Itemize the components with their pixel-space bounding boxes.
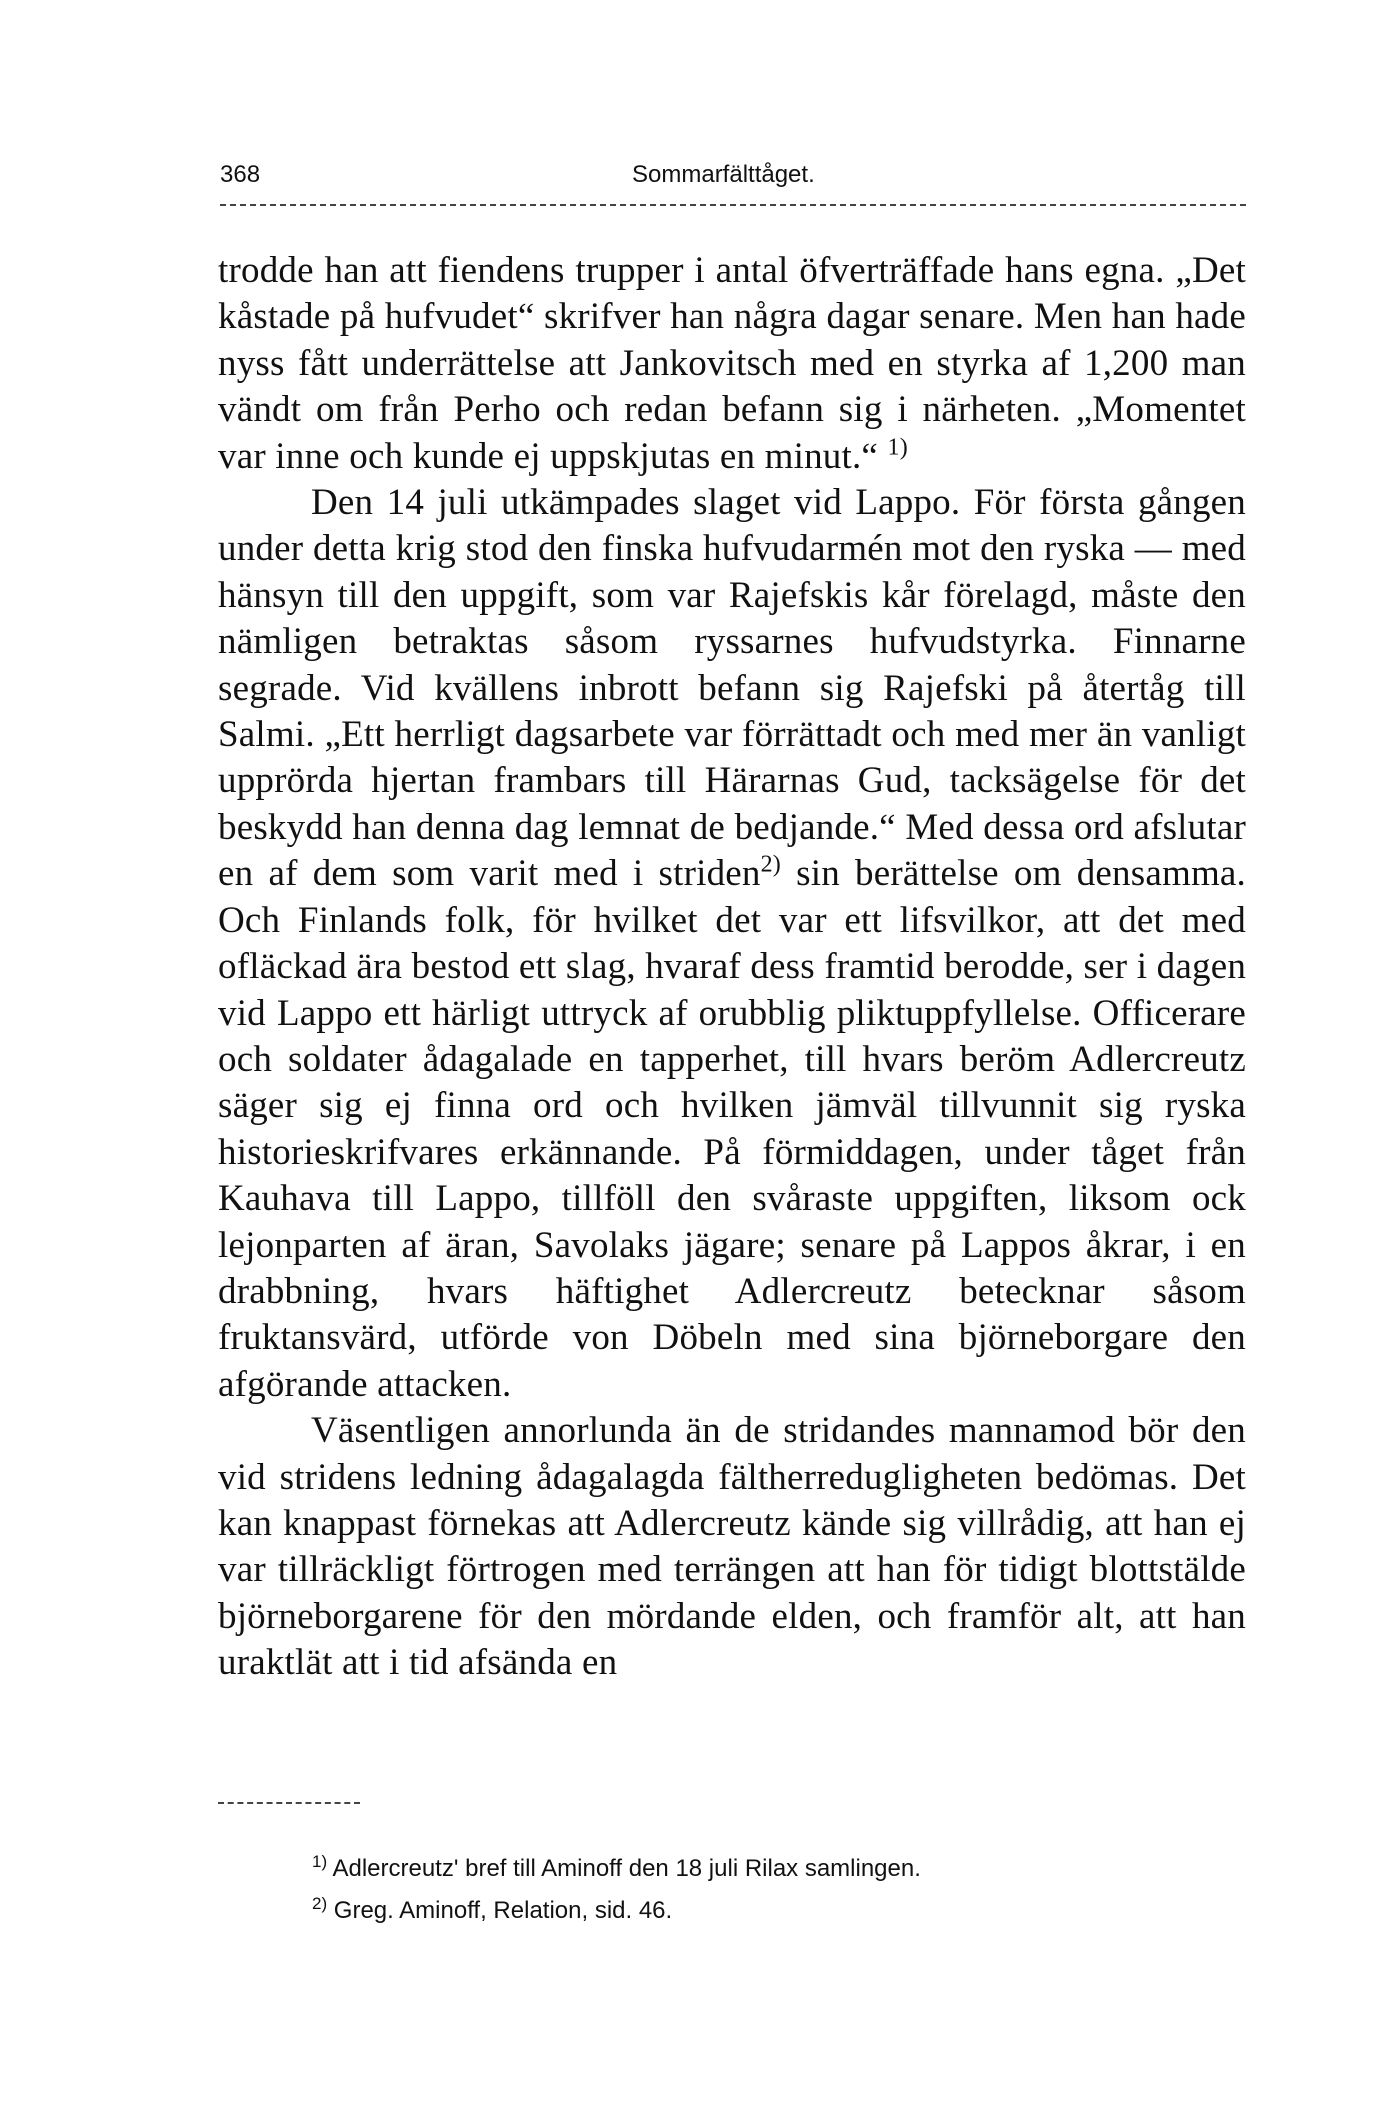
footnote-ref-1: 1) — [887, 434, 908, 461]
footnote-2-text: Greg. Aminoff, Relation, sid. 46. — [333, 1897, 673, 1924]
footnotes — [312, 1848, 1212, 1932]
paragraph-1-text: trodde han att fiendens trupper i antal öfverträffade hans egna. „Det kåstade på hufvudet“ skrifver han några dagar senare. Men han hade nyss fått underrättelse att Jankovitsch med en styrka af 1,200 man vändt om från Perho och redan befann sig i närheten. „Momentet var inne och kunde ej uppskjutas en minut.“ — [218, 250, 1246, 477]
footnote-2-mark: 2) — [312, 1894, 328, 1913]
footnote-ref-2: 2) — [760, 851, 782, 878]
footnote-divider — [218, 1802, 360, 1804]
paragraph-3 — [218, 1408, 1246, 1686]
paragraph-2-text-b: sin berättelse om densamma. Och Finlands folk, för hvilket det var ett lifsvilkor, att det med ofläckad ära bestod ett slag, hvaraf dess framtid berodde, ser i dagen vid Lappo ett härligt uttryck af orubblig pliktuppfyllelse. Officerare och soldater ådagalade en tapperhet, till hvars beröm Adlercreutz säger sig ej finna ord och hvilken jämväl tillvunnit sig ryska historieskrifvares erkännande. På förmiddagen, under tåget från Kauhava till Lappo, tillföll den svåraste uppgiften, liksom ock lejonparten af äran, Savolaks jägare; senare på Lappos åkrar, i en drabbning, hvars häftighet Adlercreutz betecknar såsom fruktansvärd, utförde von Döbeln med sina björneborgare den afgörande attacken. — [218, 853, 1247, 1405]
running-title: Sommarfälttåget. — [632, 161, 815, 188]
header-divider — [220, 204, 1246, 206]
footnote-1-mark: 1) — [312, 1852, 328, 1871]
main-text — [218, 248, 1246, 1687]
page-header — [220, 158, 1246, 192]
paragraph-3-text: Väsentligen annorlunda än de stridandes mannamod bör den vid stridens ledning ådagalagda fältherredugligheten bedömas. Det kan knappast förnekas att Adlercreutz kände sig villrådig, att han ej var tillräckligt förtrogen med terrängen att han för tidigt blottstälde björneborgarene för den mördande elden, och framför alt, att han uraktlät att i tid afsända en — [218, 1410, 1246, 1684]
paragraph-2 — [218, 480, 1246, 1408]
paragraph-2-text-a: Den 14 juli utkämpades slaget vid Lappo. För första gången under detta krig stod den finska hufvudarmén mot den ryska — med hänsyn till den uppgift, som var Rajefskis kår förelagd, måste den nämligen betraktas såsom ryssarnes hufvudstyrka. Finnarne segrade. Vid kvällens inbrott befann sig Rajefski på återtåg till Salmi. „Ett herrligt dagsarbete var förrättadt och med mer än vanligt upprörda hjertan frambars till Härarnas Gud, tacksägelse för det beskydd han denna dag lemnat de bedjande.“ Med dessa ord afslutar en af dem som varit med i striden — [218, 482, 1246, 895]
page-number: 368 — [220, 161, 261, 188]
footnote-1 — [312, 1848, 1212, 1890]
paragraph-1 — [218, 248, 1246, 480]
footnote-1-text: Adlercreutz' bref till Aminoff den 18 juli Rilax samlingen. — [332, 1855, 921, 1882]
footnote-2 — [312, 1890, 1212, 1932]
